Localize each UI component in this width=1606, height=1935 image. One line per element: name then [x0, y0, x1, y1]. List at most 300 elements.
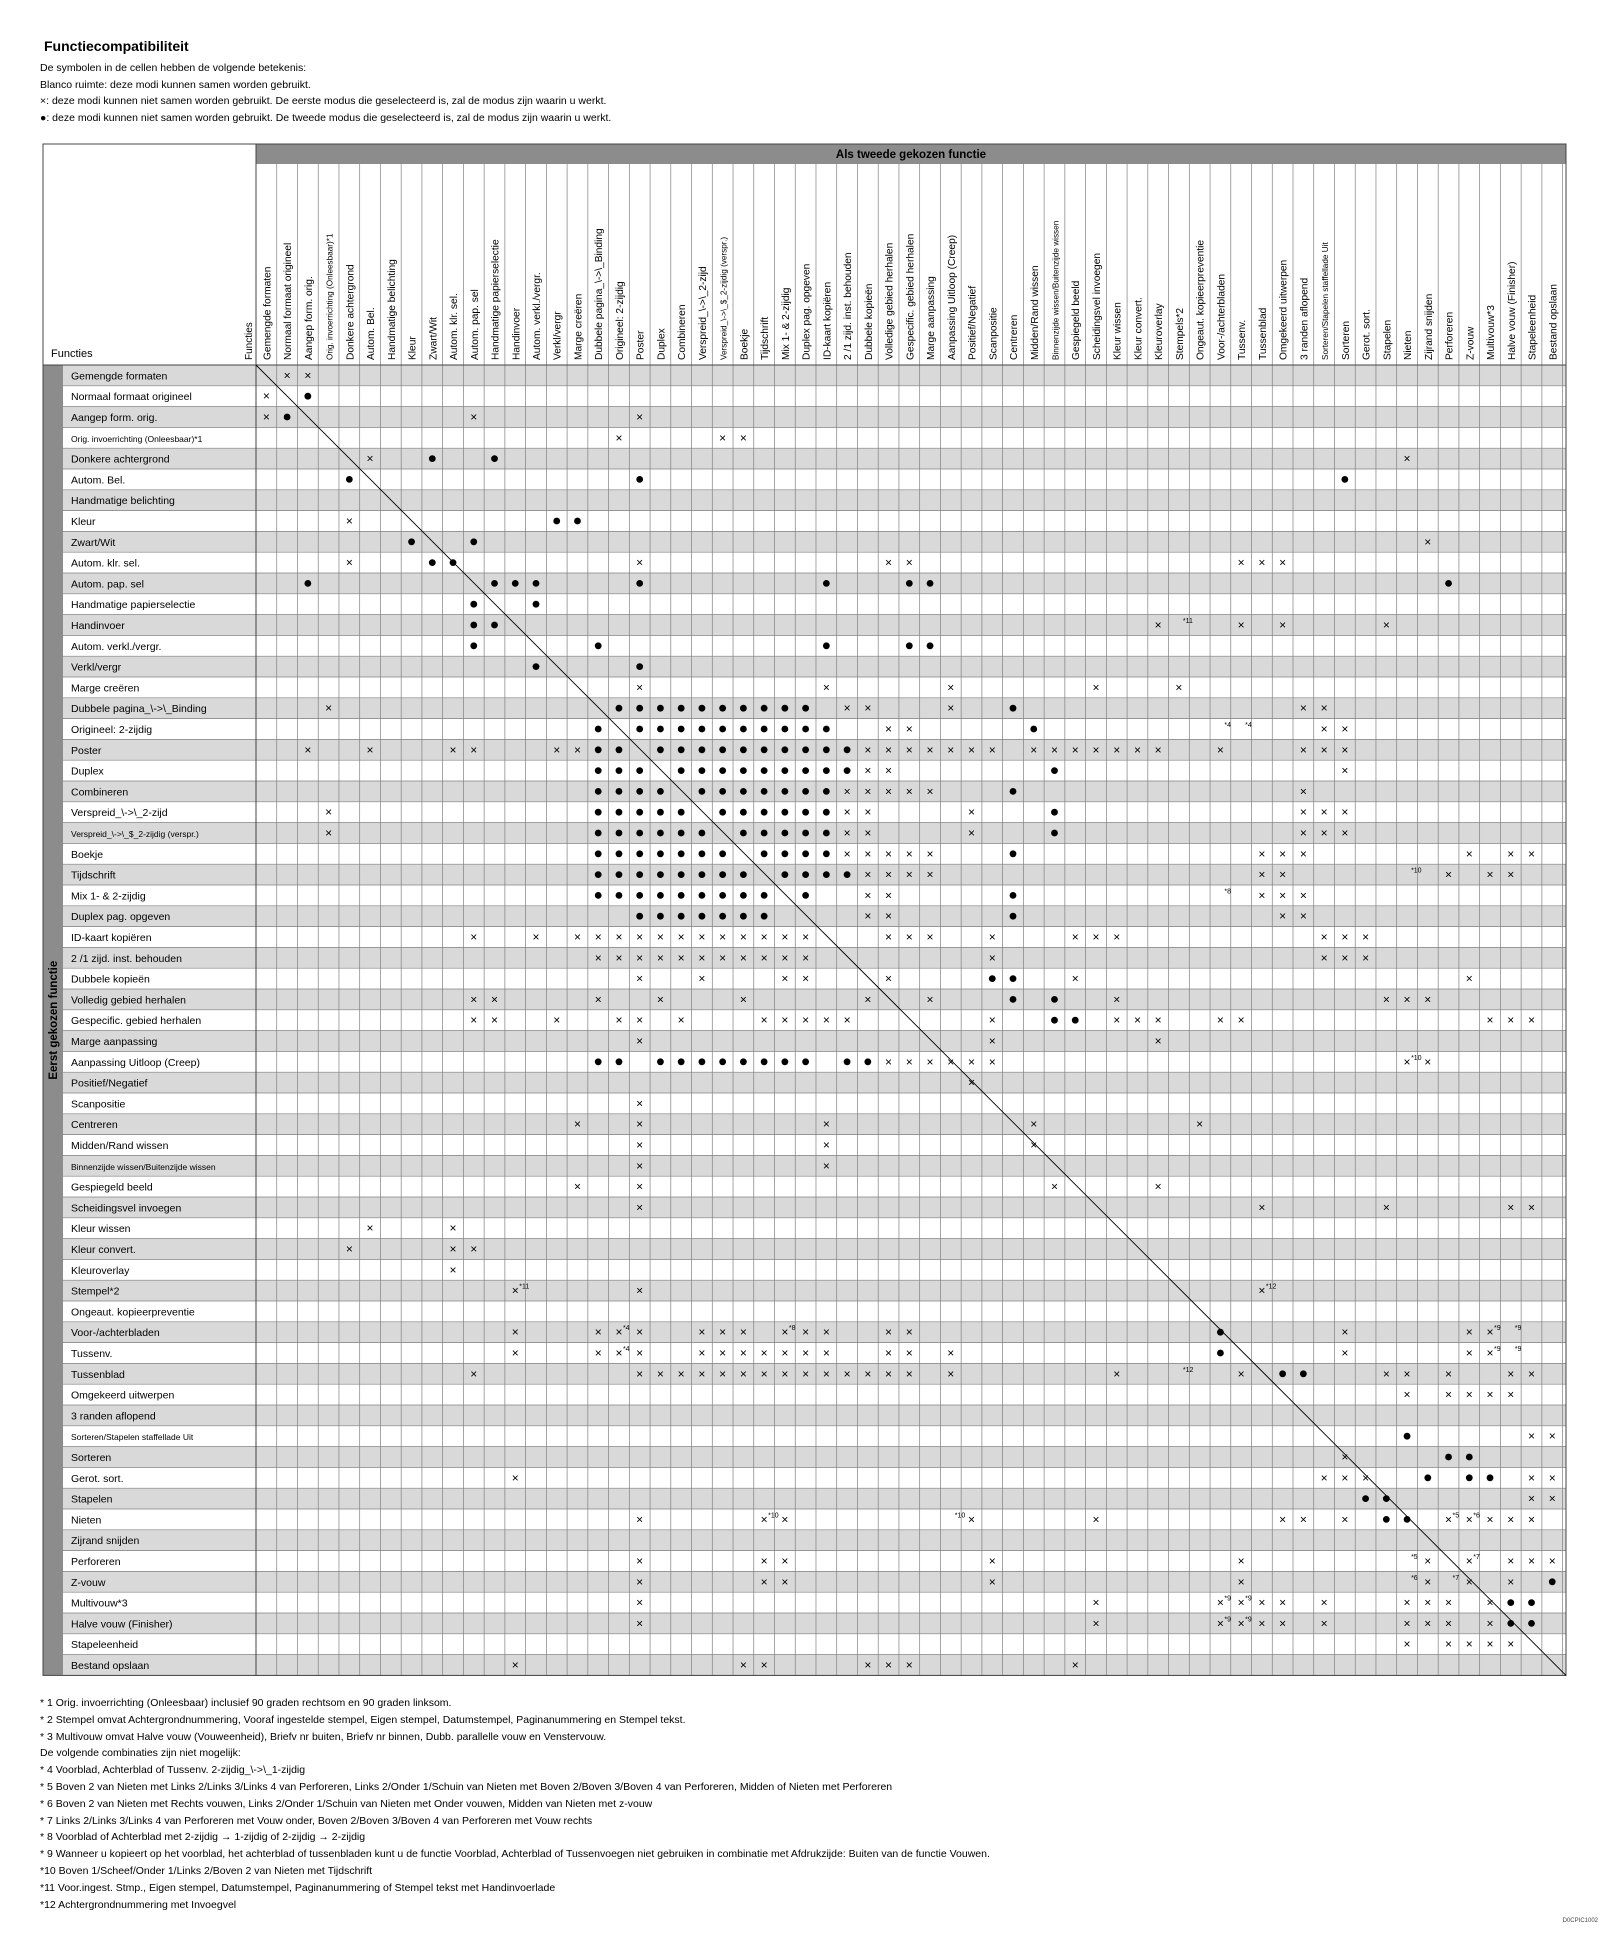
- row-label: 3 randen aflopend: [71, 1410, 156, 1423]
- cell-dot-mark: [823, 830, 830, 837]
- cell-cross-mark: ×: [1030, 742, 1038, 757]
- cell-cross-mark: ×: [781, 1366, 789, 1381]
- cell-dot-mark: [595, 642, 602, 649]
- cell-dot-mark: [844, 1058, 851, 1065]
- cell-cross-mark: ×: [1341, 1470, 1349, 1485]
- cell-dot-mark: [533, 663, 540, 670]
- cell-cross-mark: ×: [1030, 1117, 1038, 1132]
- cell-cross-mark: ×: [719, 1325, 727, 1340]
- cell-dot-mark: [823, 871, 830, 878]
- column-header: Tussenblad: [1257, 307, 1269, 360]
- cell-cross-mark: ×: [636, 1200, 644, 1215]
- row-label: Omgekeerd uitwerpen: [71, 1389, 175, 1402]
- cell-dot-mark: [636, 767, 643, 774]
- row-label: Combineren: [71, 786, 129, 799]
- cell-dot-mark: [699, 767, 706, 774]
- row-shade: [63, 1114, 1566, 1135]
- column-header: Tijdschrift: [760, 316, 772, 360]
- cell-cross-mark: ×: [1299, 742, 1307, 757]
- row-label: Duplex: [71, 765, 104, 778]
- cell-cross-mark: ×: [636, 971, 644, 986]
- cell-cross-mark: ×: [1486, 1637, 1494, 1652]
- cell-dot-mark: [533, 580, 540, 587]
- cell-cross-mark: ×: [698, 971, 706, 986]
- column-header: Boekje: [739, 328, 751, 360]
- cell-cross-mark: ×: [905, 846, 913, 861]
- cell-dot-mark: [699, 705, 706, 712]
- cell-cross-mark: ×: [926, 742, 934, 757]
- cell-dot-mark: [761, 726, 768, 733]
- cell-dot-mark: [781, 705, 788, 712]
- cell-dot-mark: [491, 455, 498, 462]
- cell-dot-mark: [781, 830, 788, 837]
- cell-cross-mark: ×: [470, 742, 478, 757]
- cell-dot-mark: [802, 809, 809, 816]
- row-label: Zwart/Wit: [71, 536, 116, 549]
- column-header: Kleur convert.: [1133, 297, 1145, 360]
- cell-cross-mark: ×: [491, 1013, 499, 1028]
- cell-cross-mark: ×: [1258, 867, 1266, 882]
- cell-dot-mark: [657, 705, 664, 712]
- cell-cross-mark: ×: [885, 1325, 893, 1340]
- cell-cross-mark: ×: [885, 1658, 893, 1672]
- cell-dot-mark: [823, 809, 830, 816]
- cell-cross-mark: ×: [1258, 1616, 1266, 1631]
- cell-cross-mark: ×: [1216, 1013, 1224, 1028]
- cell-cross-mark: ×: [1299, 701, 1307, 716]
- intro-line: De symbolen in de cellen hebben de volgende betekenis:: [40, 62, 307, 74]
- column-header: Stempels*2: [1174, 307, 1186, 360]
- cell-cross-mark: ×: [968, 805, 976, 820]
- cell-cross-mark: ×: [760, 950, 768, 965]
- cell-dot-mark: [1507, 1620, 1514, 1627]
- cell-dot-mark: [636, 705, 643, 712]
- top-header-text: Als tweede gekozen functie: [835, 149, 987, 161]
- column-header: Poster: [635, 330, 647, 360]
- cell-cross-mark: ×: [1154, 742, 1162, 757]
- cell-dot-mark: [719, 705, 726, 712]
- row-label: Nieten: [71, 1514, 102, 1527]
- cell-cross-mark: ×: [636, 410, 644, 424]
- row-label: Kleur: [71, 516, 96, 528]
- cell-cross-mark: ×: [843, 846, 851, 861]
- cell-footnote-ref: *10: [768, 1512, 779, 1520]
- cell-cross-mark: ×: [1113, 742, 1121, 757]
- cell-cross-mark: ×: [1050, 742, 1058, 757]
- cell-dot-mark: [616, 767, 623, 774]
- cell-cross-mark: ×: [822, 1346, 830, 1360]
- row-label: 2 /1 zijd. inst. behouden: [71, 952, 182, 965]
- cell-cross-mark: ×: [905, 1366, 913, 1381]
- cell-dot-mark: [657, 892, 664, 899]
- cell-dot-mark: [1010, 850, 1017, 857]
- cell-cross-mark: ×: [1279, 618, 1287, 632]
- cell-cross-mark: ×: [968, 742, 976, 757]
- cell-cross-mark: ×: [1403, 1387, 1411, 1402]
- cell-dot-mark: [678, 746, 685, 753]
- corner-label-vertical: Functies: [244, 322, 255, 360]
- cell-cross-mark: ×: [636, 1616, 644, 1631]
- column-header: 3 randen aflopend: [1299, 277, 1311, 360]
- cell-dot-mark: [595, 830, 602, 837]
- cell-cross-mark: ×: [1465, 971, 1473, 986]
- cell-cross-mark: ×: [968, 826, 976, 840]
- cell-cross-mark: ×: [1445, 867, 1453, 882]
- cell-cross-mark: ×: [636, 1346, 644, 1360]
- cell-dot-mark: [1341, 476, 1348, 483]
- cell-dot-mark: [1383, 1495, 1390, 1502]
- row-label: Centreren: [71, 1119, 118, 1132]
- row-label: Stempel*2: [71, 1285, 120, 1298]
- cell-dot-mark: [802, 892, 809, 899]
- cell-cross-mark: ×: [968, 1054, 976, 1069]
- row-label: Poster: [71, 744, 102, 757]
- row-shade: [63, 1072, 1566, 1093]
- cell-cross-mark: ×: [1341, 805, 1349, 820]
- cell-cross-mark: ×: [1445, 1616, 1453, 1631]
- cell-cross-mark: ×: [1071, 1658, 1079, 1672]
- cell-cross-mark: ×: [822, 1013, 830, 1028]
- page-title: Functiecompatibiliteit: [44, 38, 189, 54]
- cell-dot-mark: [740, 913, 747, 920]
- cell-cross-mark: ×: [1465, 1346, 1473, 1360]
- cell-cross-mark: ×: [1092, 930, 1100, 944]
- cell-cross-mark: ×: [1237, 618, 1245, 632]
- cell-cross-mark: ×: [1486, 867, 1494, 882]
- cell-cross-mark: ×: [843, 805, 851, 820]
- cell-cross-mark: ×: [1424, 1574, 1432, 1589]
- cell-dot-mark: [1404, 1516, 1411, 1523]
- footnote: * 1 Orig. invoerrichting (Onleesbaar) inclusief 90 graden rechtsom en 90 graden linksom.: [40, 1697, 452, 1709]
- row-label: Tussenv.: [71, 1348, 113, 1360]
- cell-cross-mark: ×: [885, 1054, 893, 1069]
- row-label: Zijrand snijden: [71, 1535, 140, 1548]
- cell-cross-mark: ×: [1382, 1200, 1390, 1215]
- row-shade: [63, 656, 1566, 677]
- cell-dot-mark: [1549, 1578, 1556, 1585]
- cell-dot-mark: [284, 414, 291, 421]
- cell-dot-mark: [304, 393, 311, 400]
- cell-cross-mark: ×: [926, 992, 934, 1007]
- cell-cross-mark: ×: [698, 950, 706, 965]
- cell-cross-mark: ×: [1528, 1366, 1536, 1381]
- cell-cross-mark: ×: [1154, 1013, 1162, 1028]
- cell-dot-mark: [595, 767, 602, 774]
- cell-dot-mark: [678, 913, 685, 920]
- row-label: Duplex pag. opgeven: [71, 911, 171, 924]
- cell-dot-mark: [616, 1058, 623, 1065]
- cell-cross-mark: ×: [1113, 930, 1121, 944]
- footnote: De volgende combinaties zijn niet mogelijk:: [40, 1747, 241, 1760]
- cell-dot-mark: [740, 871, 747, 878]
- row-label: Sorteren/Stapelen staffellade Uit: [71, 1432, 194, 1443]
- cell-cross-mark: ×: [885, 742, 893, 757]
- row-label: Boekje: [71, 848, 104, 861]
- cell-cross-mark: ×: [1237, 1013, 1245, 1028]
- cell-dot-mark: [595, 788, 602, 795]
- cell-cross-mark: ×: [1113, 1013, 1121, 1028]
- row-label: Bestand opslaan: [71, 1660, 150, 1672]
- cell-dot-mark: [699, 871, 706, 878]
- cell-cross-mark: ×: [594, 1325, 602, 1340]
- cell-cross-mark: ×: [988, 1054, 996, 1069]
- cell-dot-mark: [823, 767, 830, 774]
- cell-cross-mark: ×: [1424, 1554, 1432, 1568]
- cell-cross-mark: ×: [1154, 618, 1162, 632]
- cell-cross-mark: ×: [947, 1346, 955, 1360]
- cell-cross-mark: ×: [325, 805, 333, 820]
- cell-cross-mark: ×: [1465, 1574, 1473, 1589]
- column-header: Duplex pag. opgeven: [801, 263, 813, 360]
- cell-cross-mark: ×: [1050, 1179, 1058, 1194]
- cell-cross-mark: ×: [1528, 1512, 1536, 1527]
- cell-dot-mark: [657, 913, 664, 920]
- cell-cross-mark: ×: [1486, 1325, 1494, 1340]
- cell-dot-mark: [616, 746, 623, 753]
- cell-cross-mark: ×: [1465, 1637, 1473, 1652]
- column-header: Dubbele pagina_\->\_Binding: [594, 228, 606, 360]
- cell-dot-mark: [1051, 1017, 1058, 1024]
- cell-dot-mark: [781, 1058, 788, 1065]
- cell-cross-mark: ×: [656, 930, 664, 944]
- cell-cross-mark: ×: [822, 1138, 830, 1152]
- cell-footnote-ref: *9: [1245, 1616, 1252, 1624]
- cell-dot-mark: [906, 642, 913, 649]
- cell-cross-mark: ×: [947, 1054, 955, 1069]
- cell-cross-mark: ×: [864, 1366, 872, 1381]
- cell-cross-mark: ×: [449, 1262, 457, 1277]
- column-header: Kleur: [407, 336, 419, 360]
- cell-cross-mark: ×: [802, 1325, 810, 1340]
- cell-cross-mark: ×: [1486, 1013, 1494, 1028]
- column-header: Multivouw*3: [1486, 305, 1498, 360]
- cell-cross-mark: ×: [594, 930, 602, 944]
- cell-dot-mark: [802, 726, 809, 733]
- row-shade: [63, 1363, 1566, 1384]
- cell-cross-mark: ×: [1528, 1200, 1536, 1215]
- column-header: Z-vouw: [1465, 326, 1477, 360]
- row-shade: [63, 698, 1566, 719]
- cell-cross-mark: ×: [760, 1658, 768, 1672]
- cell-cross-mark: ×: [781, 1013, 789, 1028]
- cell-cross-mark: ×: [573, 1179, 581, 1194]
- cell-dot-mark: [761, 1058, 768, 1065]
- cell-dot-mark: [491, 580, 498, 587]
- cell-dot-mark: [616, 705, 623, 712]
- cell-dot-mark: [699, 913, 706, 920]
- column-header: Sorteren: [1340, 320, 1352, 360]
- cell-dot-mark: [636, 830, 643, 837]
- cell-footnote-ref: *12: [1265, 1283, 1277, 1291]
- cell-dot-mark: [802, 1058, 809, 1065]
- cell-cross-mark: ×: [1445, 1595, 1453, 1610]
- cell-cross-mark: ×: [636, 1013, 644, 1028]
- column-header: Aangep form. orig.: [303, 276, 315, 360]
- cell-cross-mark: ×: [1113, 992, 1121, 1007]
- cell-cross-mark: ×: [781, 1325, 789, 1340]
- cell-cross-mark: ×: [1424, 1616, 1432, 1631]
- column-header: Nieten: [1403, 330, 1415, 360]
- column-header: Scanpositie: [988, 307, 1000, 360]
- cell-dot-mark: [553, 518, 560, 525]
- cell-dot-mark: [512, 580, 519, 587]
- cell-dot-mark: [636, 850, 643, 857]
- row-label: Kleur convert.: [71, 1244, 136, 1256]
- cell-cross-mark: ×: [739, 1325, 747, 1340]
- cell-cross-mark: ×: [885, 930, 893, 944]
- cell-cross-mark: ×: [1113, 1366, 1121, 1381]
- cell-dot-mark: [1445, 1454, 1452, 1461]
- cell-dot-mark: [740, 788, 747, 795]
- cell-cross-mark: ×: [1320, 1595, 1328, 1610]
- cell-dot-mark: [657, 809, 664, 816]
- cell-cross-mark: ×: [843, 826, 851, 840]
- cell-cross-mark: ×: [594, 950, 602, 965]
- cell-dot-mark: [616, 871, 623, 878]
- cell-cross-mark: ×: [1216, 1595, 1224, 1610]
- footnote: * 5 Boven 2 van Nieten met Links 2/Links 3/Links 4 van Perforeren, Links 2/Onder 1/Schuin van Nieten met Boven 2/Boven 3/Boven 4 van Perforeren, Midden of Nieten met Perforeren: [40, 1780, 893, 1793]
- cell-cross-mark: ×: [1445, 1366, 1453, 1381]
- cell-dot-mark: [1487, 1474, 1494, 1481]
- cell-dot-mark: [781, 871, 788, 878]
- cell-cross-mark: ×: [905, 1346, 913, 1360]
- cell-dot-mark: [1010, 892, 1017, 899]
- cell-cross-mark: ×: [1258, 1283, 1266, 1298]
- column-header: Verkl/vergr: [552, 311, 564, 360]
- cell-cross-mark: ×: [926, 930, 934, 944]
- column-header: ID-kaart kopiëren: [822, 281, 834, 360]
- cell-cross-mark: ×: [1403, 451, 1411, 466]
- cell-cross-mark: ×: [511, 1346, 519, 1360]
- cell-dot-mark: [678, 1058, 685, 1065]
- cell-dot-mark: [699, 788, 706, 795]
- cell-cross-mark: ×: [698, 1366, 706, 1381]
- cell-cross-mark: ×: [677, 1366, 685, 1381]
- row-label: Orig. invoerrichting (Onleesbaar)*1: [71, 433, 203, 444]
- cell-dot-mark: [781, 788, 788, 795]
- row-label: Donkere achtergrond: [71, 453, 170, 466]
- intro-line: Blanco ruimte: deze modi kunnen samen worden gebruikt.: [40, 78, 311, 91]
- cell-dot-mark: [429, 559, 436, 566]
- cell-dot-mark: [761, 788, 768, 795]
- cell-cross-mark: ×: [1486, 1595, 1494, 1610]
- cell-dot-mark: [1010, 705, 1017, 712]
- footnote: * 8 Voorblad of Achterblad met 2-zijdig → 1-zijdig of 2-zijdig → 2-zijdig: [40, 1831, 366, 1844]
- cell-dot-mark: [781, 726, 788, 733]
- cell-cross-mark: ×: [1279, 1595, 1287, 1610]
- row-label: Binnenzijde wissen/Buitenzijde wissen: [71, 1161, 216, 1172]
- cell-dot-mark: [823, 788, 830, 795]
- cell-cross-mark: ×: [1382, 992, 1390, 1007]
- cell-dot-mark: [1528, 1599, 1535, 1606]
- cell-cross-mark: ×: [1403, 992, 1411, 1007]
- cell-cross-mark: ×: [1445, 1637, 1453, 1652]
- row-shade: [63, 1530, 1566, 1551]
- cell-footnote-ref: *10: [1411, 1054, 1422, 1062]
- row-label: Marge aanpassing: [71, 1036, 158, 1048]
- cell-dot-mark: [1383, 1516, 1390, 1523]
- cell-cross-mark: ×: [262, 410, 270, 424]
- cell-cross-mark: ×: [470, 930, 478, 944]
- row-label: Perforeren: [71, 1556, 121, 1568]
- cell-cross-mark: ×: [760, 1554, 768, 1568]
- cell-dot-mark: [699, 1058, 706, 1065]
- cell-cross-mark: ×: [1528, 1554, 1536, 1568]
- row-label: Dubbele kopieën: [71, 973, 150, 986]
- row-shade: [63, 1031, 1566, 1052]
- cell-footnote-ref: *11: [519, 1283, 530, 1291]
- cell-cross-mark: ×: [636, 1138, 644, 1152]
- row-label: Stapelen: [71, 1493, 113, 1506]
- cell-cross-mark: ×: [1237, 555, 1245, 570]
- cell-cross-mark: ×: [449, 1242, 457, 1256]
- cell-cross-mark: ×: [1548, 1470, 1556, 1485]
- row-shade: [63, 490, 1566, 511]
- cell-cross-mark: ×: [885, 555, 893, 570]
- cell-dot-mark: [864, 1058, 871, 1065]
- cell-dot-mark: [1051, 996, 1058, 1003]
- column-header: Midden/Rand wissen: [1029, 265, 1041, 360]
- cell-cross-mark: ×: [864, 742, 872, 757]
- cell-cross-mark: ×: [1507, 1637, 1515, 1652]
- corner-label: Functies: [51, 348, 93, 360]
- cell-cross-mark: ×: [1528, 846, 1536, 861]
- cell-cross-mark: ×: [636, 1325, 644, 1340]
- cell-dot-mark: [1051, 767, 1058, 774]
- row-label: Positief/Negatief: [71, 1077, 148, 1090]
- cell-cross-mark: ×: [988, 1574, 996, 1589]
- cell-dot-mark: [927, 580, 934, 587]
- row-label: Halve vouw (Finisher): [71, 1618, 173, 1631]
- row-label: Normaal formaat origineel: [71, 391, 192, 404]
- cell-cross-mark: ×: [1320, 1470, 1328, 1485]
- cell-cross-mark: ×: [760, 1512, 768, 1527]
- cell-cross-mark: ×: [1362, 1470, 1370, 1485]
- cell-dot-mark: [781, 767, 788, 774]
- cell-cross-mark: ×: [760, 1013, 768, 1028]
- cell-cross-mark: ×: [615, 1346, 623, 1360]
- cell-cross-mark: ×: [1403, 1366, 1411, 1381]
- row-shade: [63, 1280, 1566, 1301]
- cell-dot-mark: [1466, 1454, 1473, 1461]
- cell-dot-mark: [636, 580, 643, 587]
- cell-dot-mark: [1362, 1495, 1369, 1502]
- column-header: Orig. invoerrichting (Onleesbaar)*1: [325, 233, 335, 360]
- footnote: *10 Boven 1/Scheef/Onder 1/Links 2/Boven 2 van Nieten met Tijdschrift: [40, 1864, 373, 1877]
- cell-cross-mark: ×: [905, 1054, 913, 1069]
- cell-cross-mark: ×: [802, 950, 810, 965]
- cell-dot-mark: [740, 809, 747, 816]
- cell-cross-mark: ×: [1279, 1616, 1287, 1631]
- cell-dot-mark: [657, 1058, 664, 1065]
- row-shade: [63, 1239, 1566, 1260]
- cell-dot-mark: [657, 871, 664, 878]
- column-header: Perforeren: [1444, 311, 1456, 360]
- cell-dot-mark: [470, 538, 477, 545]
- cell-cross-mark: ×: [1320, 701, 1328, 716]
- row-shade: [63, 573, 1566, 594]
- cell-dot-mark: [636, 871, 643, 878]
- cell-dot-mark: [470, 622, 477, 629]
- cell-footnote-ref: *9: [1514, 1346, 1522, 1353]
- cell-cross-mark: ×: [1486, 1387, 1494, 1402]
- cell-cross-mark: ×: [1071, 971, 1079, 986]
- cell-cross-mark: ×: [781, 1346, 789, 1360]
- cell-cross-mark: ×: [1279, 888, 1287, 903]
- row-label: Gerot. sort.: [71, 1472, 124, 1485]
- cell-dot-mark: [740, 1058, 747, 1065]
- cell-cross-mark: ×: [988, 1554, 996, 1568]
